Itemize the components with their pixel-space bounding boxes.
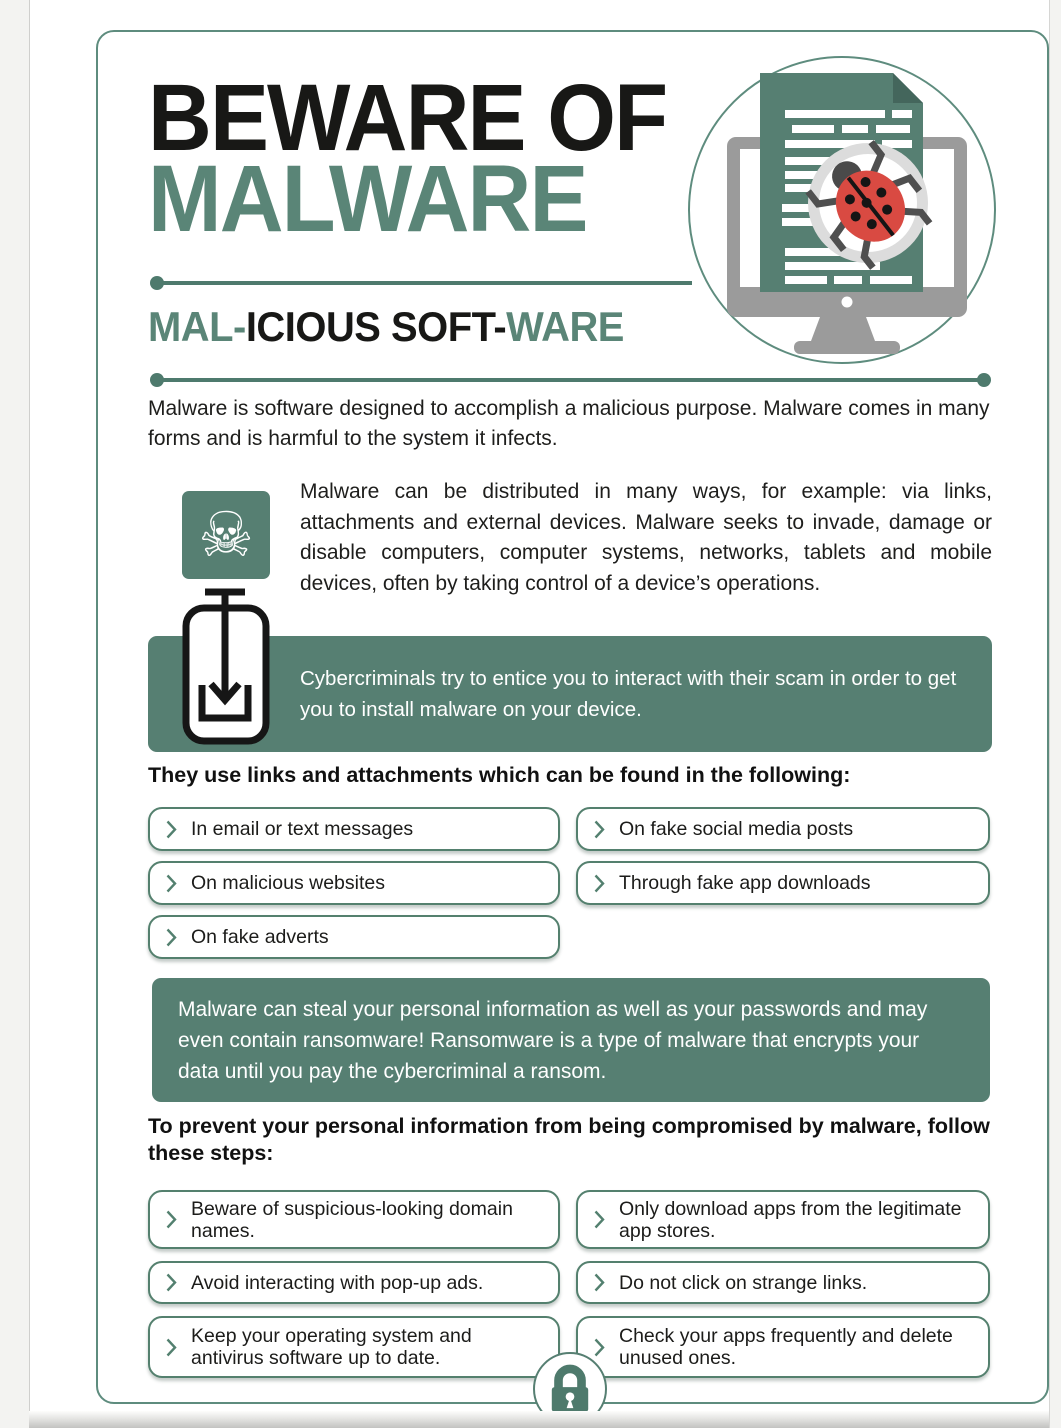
list-item bbox=[148, 1316, 560, 1378]
list-item bbox=[576, 1316, 990, 1378]
divider bbox=[154, 281, 692, 285]
subtitle-part-green: MAL- bbox=[148, 303, 246, 350]
chevron-right-icon bbox=[166, 928, 177, 947]
download-to-device-icon bbox=[180, 586, 272, 748]
list-item-label: Avoid interacting with pop-up ads. bbox=[191, 1271, 484, 1294]
skull-crossbones-icon: ☠ bbox=[182, 491, 270, 579]
list-item bbox=[576, 1261, 990, 1304]
list-item bbox=[148, 1261, 560, 1304]
found-in-list bbox=[148, 807, 990, 959]
found-in-heading: They use links and attachments which can be found in the following: bbox=[148, 763, 851, 787]
subtitle-part-green2: WARE bbox=[506, 303, 624, 350]
list-item bbox=[576, 807, 990, 851]
chevron-right-icon bbox=[594, 1210, 605, 1229]
ransomware-callout-text: Malware can steal your personal information as well as your passwords and may even contain ransomware! Ransomware is a type of malware that encrypts your data until you pay the cybercriminal a ransom. bbox=[178, 997, 928, 1083]
viewer-bottom-edge bbox=[29, 1411, 1049, 1428]
list-item bbox=[148, 915, 560, 959]
page-title bbox=[148, 65, 705, 252]
chevron-right-icon bbox=[594, 874, 605, 893]
list-item bbox=[576, 1190, 990, 1249]
divider bbox=[154, 378, 987, 382]
list-item-label: Through fake app downloads bbox=[619, 872, 871, 894]
list-item bbox=[576, 861, 990, 905]
chevron-right-icon bbox=[594, 1273, 605, 1292]
title-line-1: BEWARE OF bbox=[148, 65, 667, 171]
monitor-with-infected-document-and-bug-icon bbox=[682, 48, 1002, 378]
infographic-page bbox=[29, 0, 1050, 1428]
list-item-label: On fake social media posts bbox=[619, 818, 854, 840]
list-item-label: On malicious websites bbox=[191, 872, 385, 894]
subtitle bbox=[148, 303, 624, 351]
divider-dot bbox=[150, 276, 164, 290]
list-item bbox=[148, 807, 560, 851]
title-line-2: MALWARE bbox=[148, 146, 587, 252]
ransomware-callout bbox=[152, 978, 990, 1102]
divider-dot bbox=[150, 373, 164, 387]
intro-paragraph: Malware is software designed to accomplish a malicious purpose. Malware comes in many forms and is harmful to the system it infects. bbox=[148, 397, 990, 450]
list-item-label: In email or text messages bbox=[191, 818, 414, 840]
list-item-label: Do not click on strange links. bbox=[619, 1271, 868, 1294]
chevron-right-icon bbox=[594, 820, 605, 839]
scam-callout-text: Cybercriminals try to entice you to interact with their scam in order to get you to install malware on your device. bbox=[300, 667, 957, 721]
list-item-label: Check your apps frequently and delete unused ones. bbox=[619, 1325, 953, 1369]
list-item bbox=[148, 861, 560, 905]
list-item-label: Beware of suspicious-looking domain names. bbox=[191, 1197, 513, 1242]
chevron-right-icon bbox=[166, 1338, 177, 1357]
list-item bbox=[148, 1190, 560, 1249]
chevron-right-icon bbox=[166, 874, 177, 893]
chevron-right-icon bbox=[166, 1210, 177, 1229]
prevention-heading: To prevent your personal information from being compromised by malware, follow these steps: bbox=[148, 1114, 990, 1165]
list-item-label: Only download apps from the legitimate app stores. bbox=[619, 1197, 962, 1242]
divider-dot bbox=[977, 373, 991, 387]
scam-callout bbox=[148, 636, 992, 752]
list-item-label: On fake adverts bbox=[191, 926, 329, 948]
distribution-paragraph: Malware can be distributed in many ways, for example: via links, attachments and external devices. Malware seeks to invade, damage or disable computers, computer systems, networks, tablets and mobile devices, often by taking control of a device’s operations. bbox=[300, 480, 992, 595]
chevron-right-icon bbox=[166, 1273, 177, 1292]
chevron-right-icon bbox=[594, 1338, 605, 1357]
prevention-list bbox=[148, 1190, 990, 1378]
chevron-right-icon bbox=[166, 820, 177, 839]
subtitle-part-black: ICIOUS SOFT- bbox=[245, 303, 507, 350]
list-item-label: Keep your operating system and antivirus software up to date. bbox=[191, 1325, 472, 1369]
